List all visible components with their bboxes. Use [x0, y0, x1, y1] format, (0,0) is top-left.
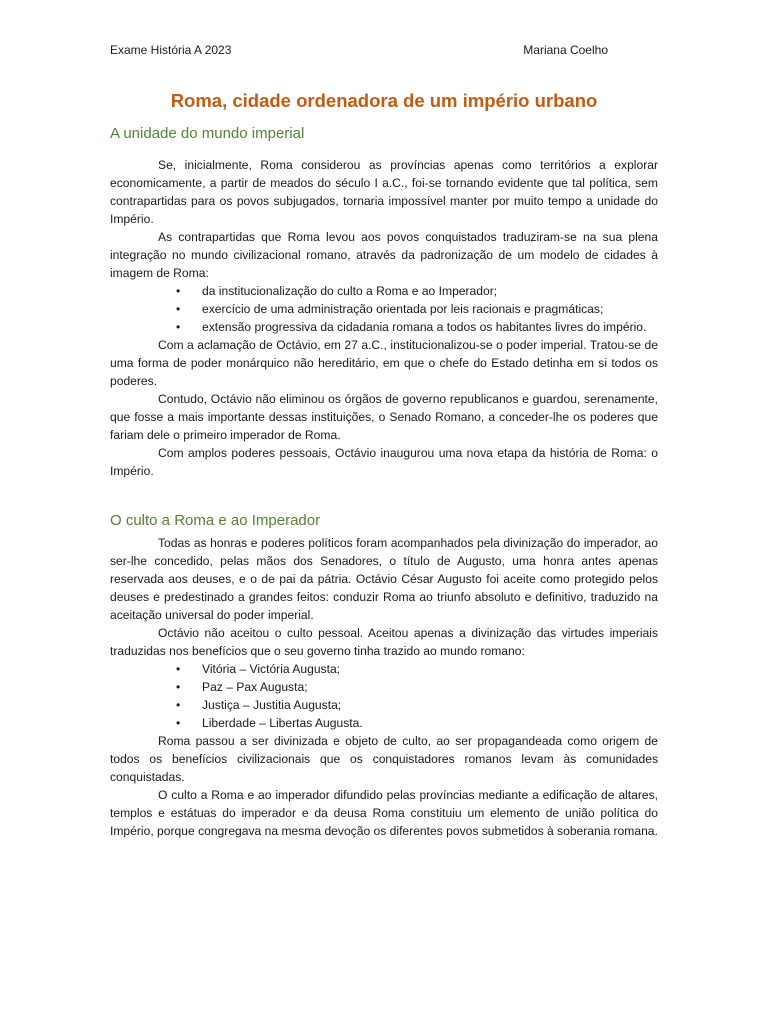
paragraph: Roma passou a ser divinizada e objeto de culto, ao ser propagandeada como origem de todos os benefícios civilizacionais que os conquistadores romanos levam às comunidades conquistadas.: [110, 734, 658, 784]
bullet-icon: •: [176, 716, 181, 730]
list-item-text: Liberdade – Libertas Augusta.: [202, 716, 363, 730]
list-item: [110, 696, 658, 714]
paragraph: Contudo, Octávio não eliminou os órgãos de governo republicanos e guardou, serenamente, que fosse a mais importante dessas instituições, o Senado Romano, a conceder-lhe os poderes que fariam dele o primeiro imperador de Roma.: [110, 392, 658, 442]
list-item-text: exercício de uma administração orientada por leis racionais e pragmáticas;: [202, 302, 604, 316]
list-item-text: Paz – Pax Augusta;: [202, 680, 308, 694]
list-item-text: Justiça – Justitia Augusta;: [202, 698, 342, 712]
paragraph: Se, inicialmente, Roma considerou as províncias apenas como territórios a explorar economicamente, a partir de meados do século I a.C., foi-se tornando evidente que tal política, sem contrapartidas para os povos subjugados, tornaria impossível manter por muito tempo a unidade do Império.: [110, 158, 658, 226]
paragraph: Todas as honras e poderes políticos foram acompanhados pela divinização do imperador, ao ser-lhe concedido, pelas mãos dos Senadores, o título de Augusto, uma honra antes apenas reservada aos deuses, e o de pai da pátria. Octávio César Augusto foi aceite como protegido pelos deuses e predestinado a grandes feitos: conduzir Roma ao triunfo absoluto e definitivo, traduzido na aceitação universal do poder imperial.: [110, 536, 658, 622]
paragraph: O culto a Roma e ao imperador difundido pelas províncias mediante a edificação de altares, templos e estátuas do imperador e da deusa Roma constituiu um elemento de união política do Império, porque congregava na mesma devoção os diferentes povos submetidos à soberania romana.: [110, 788, 658, 838]
bullet-icon: •: [176, 284, 181, 298]
section-heading-unidade: A unidade do mundo imperial: [110, 125, 305, 142]
list-item: [110, 282, 658, 300]
bullet-icon: •: [176, 662, 181, 676]
bullet-icon: •: [176, 680, 181, 694]
list-item: [110, 300, 658, 318]
section-body-unidade: [110, 156, 658, 480]
header-exam-label: Exame História A 2023: [110, 43, 232, 57]
paragraph: Com amplos poderes pessoais, Octávio inaugurou uma nova etapa da história de Roma: o Império.: [110, 446, 658, 478]
bullet-icon: •: [176, 320, 181, 334]
list-item: [110, 678, 658, 696]
list-item: [110, 660, 658, 678]
bullet-list: [110, 282, 658, 336]
document-title: Roma, cidade ordenadora de um império urbano: [170, 90, 598, 111]
bullet-icon: •: [176, 698, 181, 712]
list-item-text: da institucionalização do culto a Roma e ao Imperador;: [202, 284, 498, 298]
list-item: [110, 714, 658, 732]
list-item: [110, 318, 658, 336]
bullet-icon: •: [176, 302, 181, 316]
page-header: [110, 43, 658, 57]
section-body-culto: [110, 534, 658, 840]
paragraph: Com a aclamação de Octávio, em 27 a.C., institucionalizou-se o poder imperial. Tratou-se de uma forma de poder monárquico não hereditário, em que o chefe do Estado detinha em si todos os poderes.: [110, 338, 658, 388]
list-item-text: Vitória – Victória Augusta;: [202, 662, 341, 676]
paragraph: As contrapartidas que Roma levou aos povos conquistados traduziram-se na sua plena integração no mundo civilizacional romano, através da padronização de um modelo de cidades à imagem de Roma:: [110, 230, 658, 280]
header-author-name: Mariana Coelho: [523, 43, 608, 57]
list-item-text: extensão progressiva da cidadania romana a todos os habitantes livres do império.: [202, 320, 647, 334]
section-heading-culto: O culto a Roma e ao Imperador: [110, 512, 321, 529]
bullet-list: [110, 660, 658, 732]
paragraph: Octávio não aceitou o culto pessoal. Aceitou apenas a divinização das virtudes imperiais traduzidas nos benefícios que o seu governo tinha trazido ao mundo romano:: [110, 626, 658, 658]
